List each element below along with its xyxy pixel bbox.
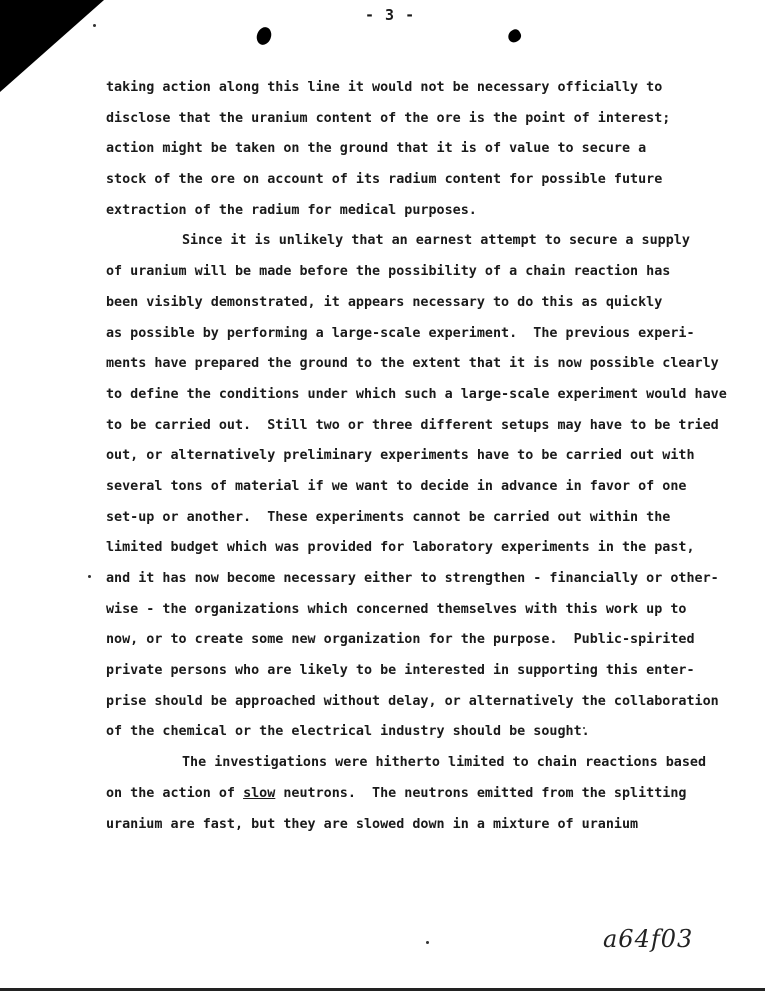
text-line: of the chemical or the electrical industry should be sought.	[106, 724, 590, 740]
text-line: out, or alternatively preliminary experiments have to be carried out with	[106, 448, 695, 464]
text-line: disclose that the uranium content of the ore is the point of interest;	[106, 110, 671, 126]
text-line: The investigations were hitherto limited to chain reactions based	[182, 755, 707, 771]
text-line: private persons who are likely to be interested in supporting this enter-	[106, 663, 695, 679]
text-line: set-up or another. These experiments cannot be carried out within the	[106, 509, 671, 525]
handwritten-annotation: a64f03	[603, 925, 694, 953]
text-line: Since it is unlikely that an earnest attempt to secure a supply	[182, 233, 690, 249]
underlined-word: slow	[243, 785, 276, 801]
ink-blot	[254, 25, 273, 47]
text-segment: on the action of	[106, 785, 244, 801]
speck	[93, 24, 96, 27]
text-line: ments have prepared the ground to the extent that it is now possible clearly	[106, 356, 719, 372]
text-line: as possible by performing a large-scale experiment. The previous experi-	[106, 325, 695, 341]
document-body	[106, 73, 756, 840]
text-line: several tons of material if we want to decide in advance in favor of one	[106, 478, 687, 494]
text-line: taking action along this line it would not be necessary officially to	[106, 80, 663, 95]
text-line: limited budget which was provided for laboratory experiments in the past,	[106, 540, 695, 556]
text-line: uranium are fast, but they are slowed down in a mixture of uranium	[106, 816, 639, 832]
text-line: of uranium will be made before the possibility of a chain reaction has	[106, 264, 671, 280]
text-line: prise should be approached without delay, or alternatively the collaboration	[106, 693, 719, 709]
text-line	[106, 779, 756, 810]
ink-blot	[506, 28, 523, 45]
text-line: to define the conditions under which such a large-scale experiment would have	[106, 386, 727, 402]
text-line: and it has now become necessary either to strengthen - financially or other-	[106, 571, 719, 586]
speck	[426, 941, 429, 944]
paragraph-3	[106, 748, 756, 840]
text-line: been visibly demonstrated, it appears necessary to do this as quickly	[106, 294, 663, 310]
text-line: stock of the ore on account of its radium content for possible future	[106, 172, 663, 188]
speck	[88, 575, 91, 578]
text-line: wise - the organizations which concerned themselves with this work up to	[106, 601, 687, 617]
text-line: now, or to create some new organization for the purpose. Public-spirited	[106, 632, 695, 648]
text-segment: neutrons. The neutrons emitted from the splitting	[275, 785, 687, 801]
text-line: action might be taken on the ground that it is of value to secure a	[106, 141, 647, 157]
paragraph-1	[106, 73, 756, 226]
paragraph-2	[106, 226, 756, 748]
text-line: extraction of the radium for medical purposes.	[106, 202, 477, 218]
page-number: - 3 -	[365, 6, 416, 24]
corner-scan-mark	[0, 0, 104, 92]
text-line: to be carried out. Still two or three different setups may have to be tried	[106, 417, 719, 433]
